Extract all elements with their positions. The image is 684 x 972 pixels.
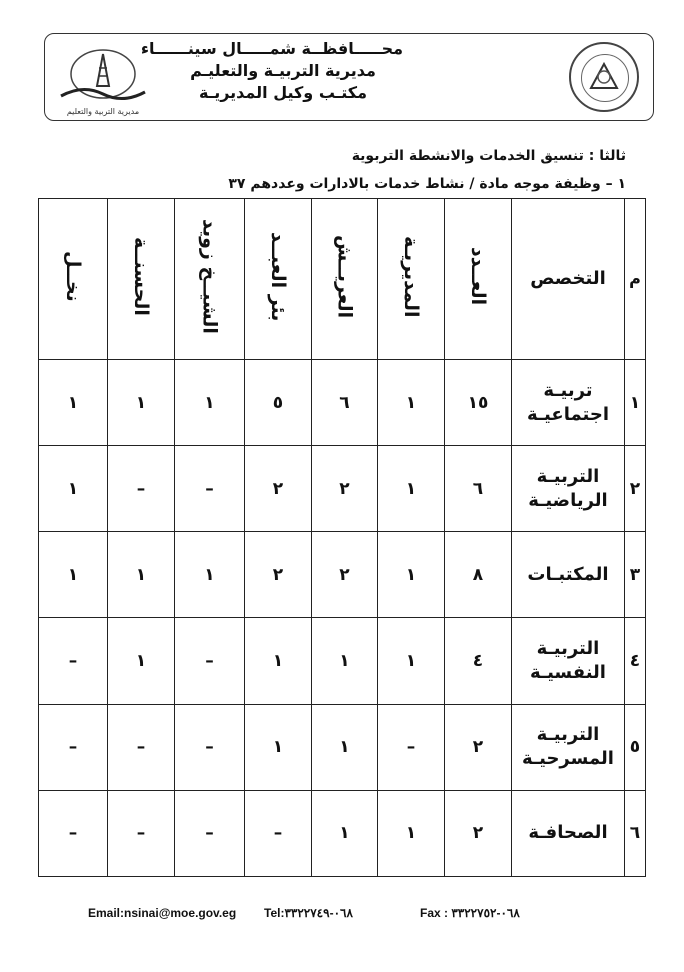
specialty-line: الرياضيـة <box>528 489 608 511</box>
governorate-header <box>140 38 403 104</box>
row-value-cell: ١ <box>39 360 108 446</box>
letterhead <box>44 33 654 121</box>
row-value-cell: – <box>39 704 108 790</box>
row-value-cell: ٤ <box>445 618 512 704</box>
row-value-cell: ٨ <box>445 532 512 618</box>
header-line-directorate: مديرية التربيـة والتعليـم <box>190 61 376 80</box>
footer-fax: Fax : ٠٦٨-٣٣٢٢٧٥٢ <box>420 906 520 920</box>
row-value-cell: – <box>108 704 175 790</box>
row-value-cell: – <box>378 704 445 790</box>
header-hasana: الحسنــة <box>108 199 175 360</box>
seal-emblem-icon <box>571 44 637 110</box>
specialty-line: التربيـة <box>536 465 600 487</box>
row-value-cell: ٢ <box>245 446 312 532</box>
logo-caption: مديرية التربية والتعليم <box>66 107 140 116</box>
table-row <box>39 790 646 876</box>
row-value-cell: ١ <box>245 618 312 704</box>
header-line-office: مكتـب وكيل المديريـة <box>199 83 367 102</box>
table-header-row <box>39 199 646 360</box>
tower-emblem-icon <box>53 46 153 106</box>
section-title: ثالثا : تنسيق الخدمات والانشطة التربوية <box>351 148 626 164</box>
row-value-cell: – <box>39 790 108 876</box>
specialty-line: اجتماعيـة <box>526 403 610 425</box>
row-specialty <box>512 790 625 876</box>
row-specialty <box>512 704 625 790</box>
row-index: ٣ <box>625 532 646 618</box>
table-subtitle: ١ – وظيفة موجه مادة / نشاط خدمات بالادارات وعددهم ٣٧ <box>228 176 626 192</box>
row-value-cell: – <box>175 790 245 876</box>
row-value-cell: ١ <box>39 532 108 618</box>
table-row <box>39 360 646 446</box>
specialty-line: التربيـة <box>536 724 600 746</box>
header-arish: العريــش <box>312 199 378 360</box>
row-value-cell: ١ <box>312 618 378 704</box>
row-value-cell: ١ <box>378 446 445 532</box>
row-value-cell: ١٥ <box>445 360 512 446</box>
row-index: ٤ <box>625 618 646 704</box>
row-index: ٦ <box>625 790 646 876</box>
row-value-cell: ١ <box>312 790 378 876</box>
row-value-cell: ١ <box>378 532 445 618</box>
row-value-cell: ١ <box>245 704 312 790</box>
row-value-cell: – <box>108 790 175 876</box>
row-value-cell: ٢ <box>445 790 512 876</box>
specialty-line: المسرحيـة <box>522 748 614 770</box>
row-value-cell: – <box>245 790 312 876</box>
row-index: ٥ <box>625 704 646 790</box>
row-value-cell: ٢ <box>445 704 512 790</box>
row-value-cell: ٢ <box>245 532 312 618</box>
row-value-cell: ١ <box>175 532 245 618</box>
staff-distribution-table <box>38 198 646 877</box>
directorate-logo <box>53 46 153 116</box>
row-value-cell: ١ <box>108 360 175 446</box>
row-value-cell: ١ <box>175 360 245 446</box>
row-specialty <box>512 618 625 704</box>
row-index: ١ <box>625 360 646 446</box>
footer-email: Email:nsinai@moe.gov.eg <box>88 906 237 920</box>
header-bir-al-abd: بئر العبــد <box>245 199 312 360</box>
table-row <box>39 704 646 790</box>
row-value-cell: ١ <box>108 532 175 618</box>
row-specialty <box>512 360 625 446</box>
header-specialty: التخصص <box>512 199 625 360</box>
specialty-line: المكتبـات <box>527 563 609 585</box>
row-specialty <box>512 532 625 618</box>
row-value-cell: ٦ <box>445 446 512 532</box>
header-index: م <box>625 199 646 360</box>
row-value-cell: ١ <box>39 446 108 532</box>
row-value-cell: ١ <box>108 618 175 704</box>
row-value-cell: ٢ <box>312 532 378 618</box>
row-value-cell: ١ <box>312 704 378 790</box>
row-value-cell: ١ <box>378 618 445 704</box>
header-directorate: المديريـة <box>378 199 445 360</box>
header-line-governorate: محـــــافظــة شمـــــال سينــــــاء <box>140 39 403 58</box>
header-sheikh-zuweid: الشيــخ زويد <box>175 199 245 360</box>
header-nakhl: نخــل <box>39 199 108 360</box>
specialty-line: تربيـة <box>543 379 593 401</box>
governorate-seal <box>569 42 639 112</box>
row-value-cell: ١ <box>378 360 445 446</box>
row-value-cell: – <box>108 446 175 532</box>
row-value-cell: – <box>175 704 245 790</box>
row-value-cell: ٢ <box>312 446 378 532</box>
row-value-cell: ١ <box>378 790 445 876</box>
row-index: ٢ <box>625 446 646 532</box>
row-value-cell: ٥ <box>245 360 312 446</box>
specialty-line: التربيـة <box>536 638 600 660</box>
table-row <box>39 446 646 532</box>
row-value-cell: – <box>175 446 245 532</box>
specialty-line: النفسيـة <box>530 662 606 684</box>
row-value-cell: – <box>39 618 108 704</box>
row-specialty <box>512 446 625 532</box>
specialty-line: الصحافـة <box>528 822 608 844</box>
table-row <box>39 532 646 618</box>
row-value-cell: ٦ <box>312 360 378 446</box>
row-value-cell: – <box>175 618 245 704</box>
table-row <box>39 618 646 704</box>
footer-tel: Tel:٠٦٨-٣٣٢٢٧٤٩ <box>264 906 353 920</box>
header-count: العــدد <box>445 199 512 360</box>
